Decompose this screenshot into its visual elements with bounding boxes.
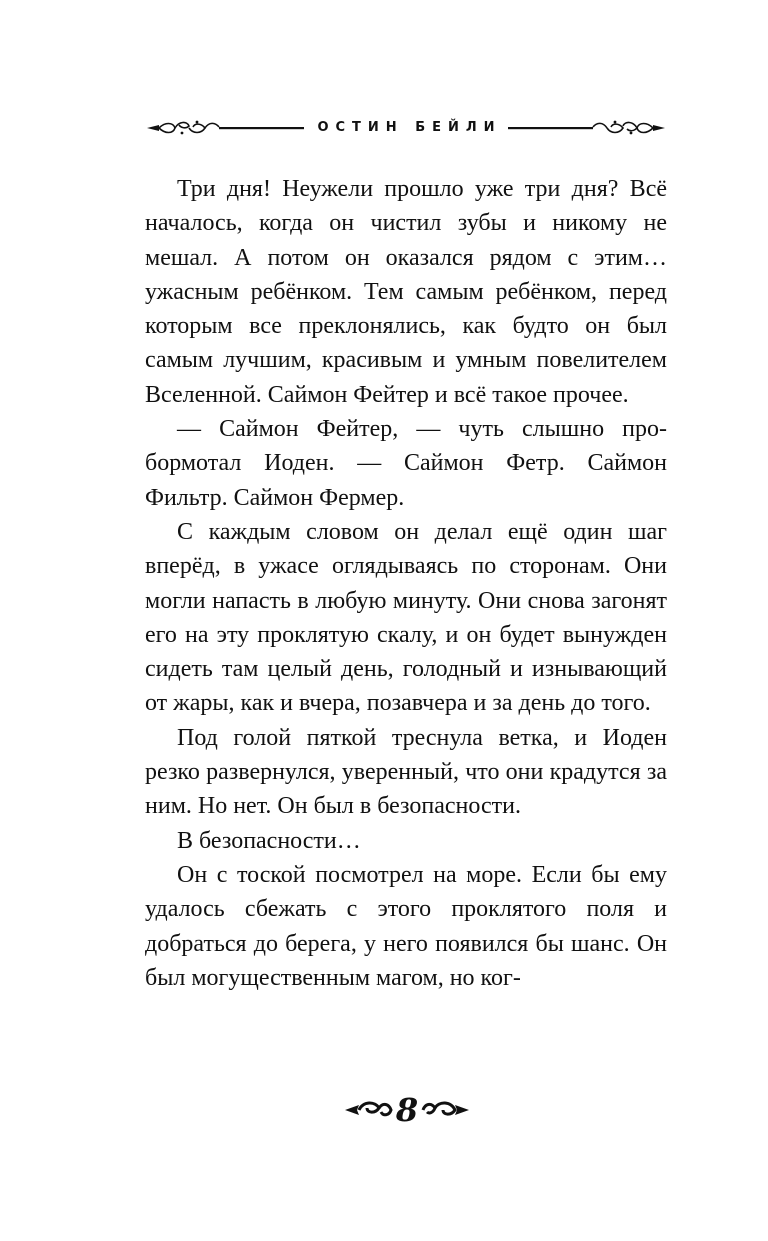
- running-header: [145, 116, 667, 140]
- paragraph: В безопасности…: [177, 827, 361, 854]
- running-title: ОСТИН БЕЙЛИ: [304, 120, 507, 135]
- paragraph: С каждым словом он делал ещё один шаг вперёд, в ужасе оглядываясь по сторонам. Они могли напасть в любую минуту. Они снова загонят его на эту проклятую скалу, и он будет вынужден сидеть там целый день, голодный и изнывающий от жары, как и вчера, позавчера и за день до того.: [145, 518, 667, 717]
- paragraph: Три дня! Неужели прошло уже три дня? Всё началось, когда он чистил зубы и никому не мешал. А потом он оказался рядом с этим… ужасным ребёнком. Тем самым ребёнком, перед которым все преклонялись, как будто он был самым лучшим, красивым и умным повелителем Вселенной. Саймон Фейтер и всё такое прочее.: [145, 176, 667, 408]
- paragraph: Он с тоской посмотрел на море. Если бы ему удалось сбежать с этого проклятого поля и добраться до берега, у него появился бы шанс. Он был могущественным магом, но ког-: [145, 861, 667, 991]
- page-number: 8: [395, 1091, 419, 1129]
- body-text: [145, 172, 667, 995]
- paragraph: — Саймон Фейтер, — чуть слышно пробормотал Иоден. — Саймон Фетр. Саймон Фильтр. Саймон Фермер.: [145, 416, 667, 511]
- page-footer: [345, 1090, 469, 1130]
- paragraph: Под голой пяткой треснула ветка, и Иоден резко развернулся, уверенный, что они крадутся за ним. Но нет. Он был в безопасности.: [145, 724, 667, 820]
